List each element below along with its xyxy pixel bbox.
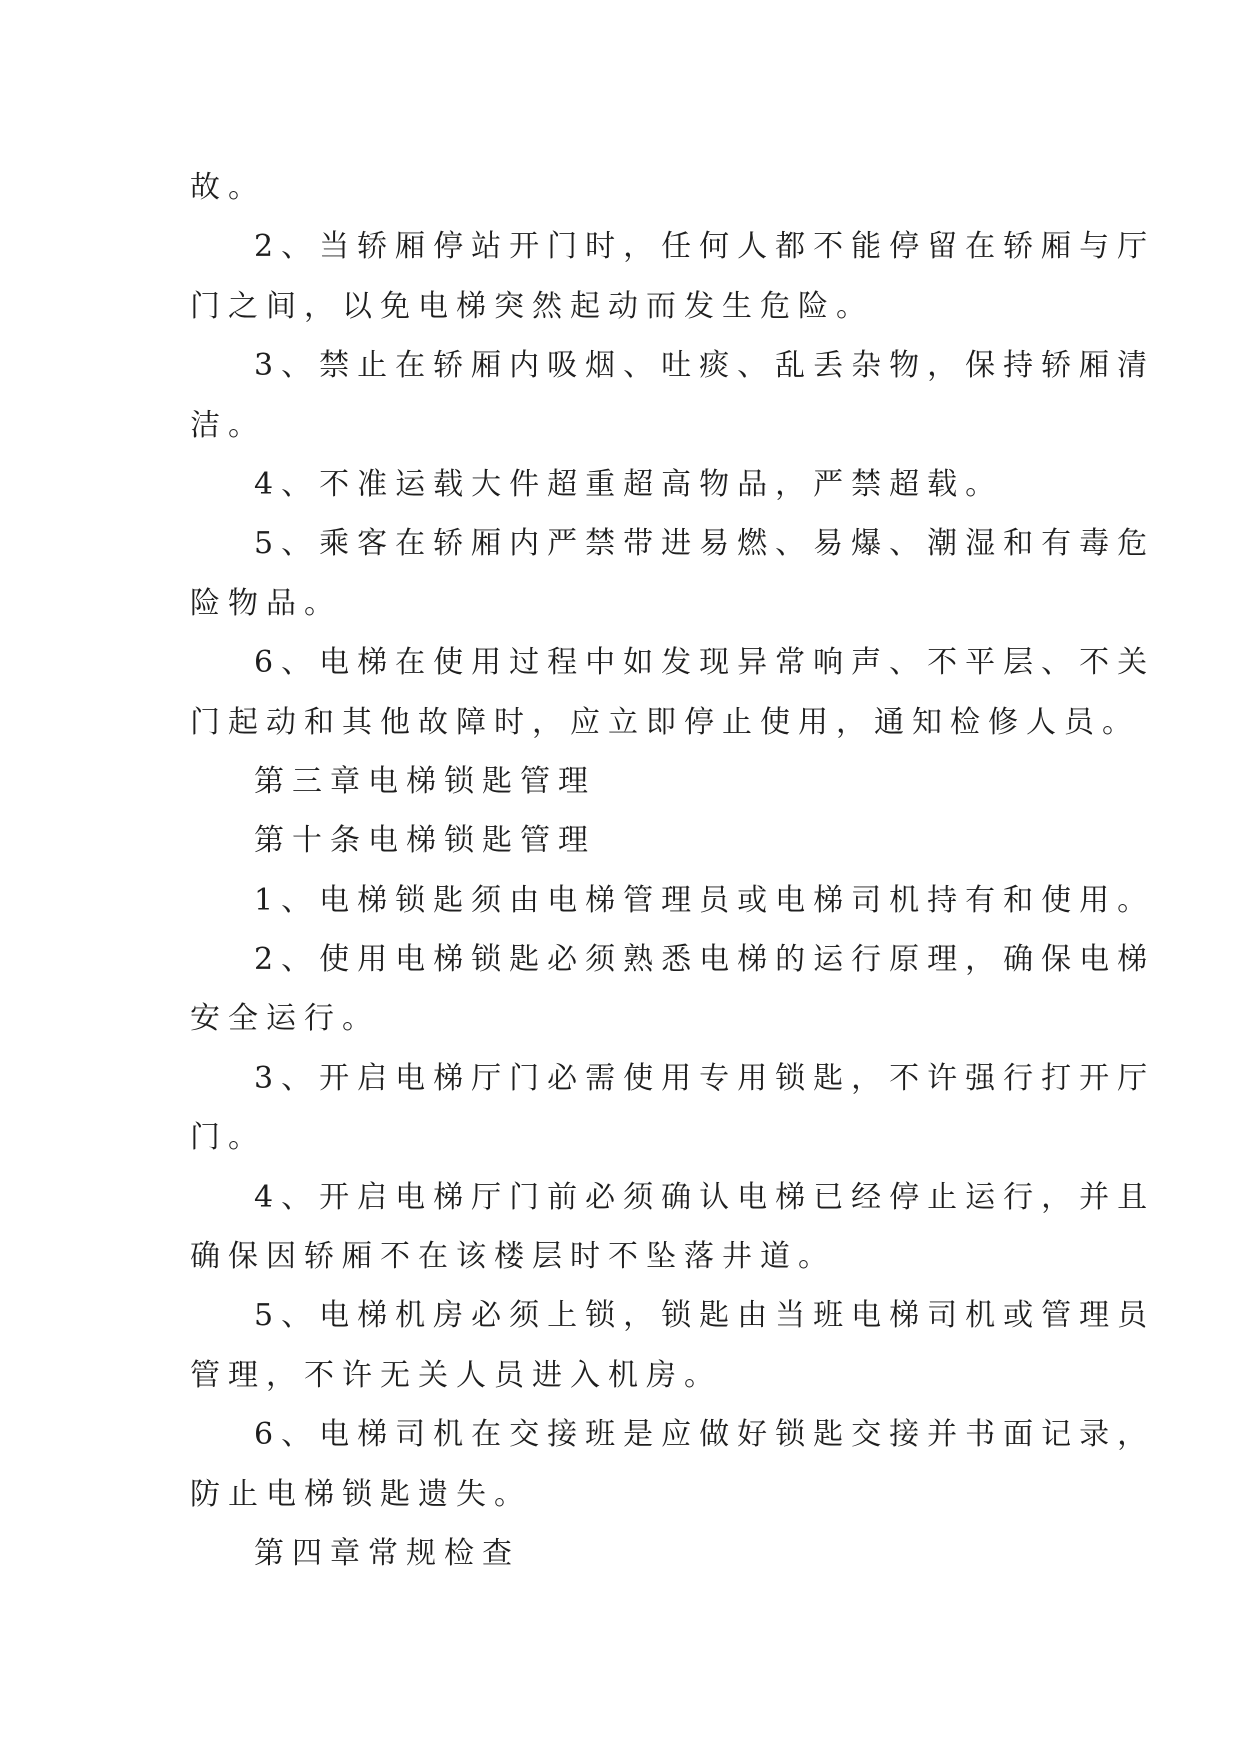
text-line: 6、电梯在使用过程中如发现异常响声、不平层、不关 [254,645,1156,681]
text-line: 故。 [190,170,266,205]
text-line: 确保因轿厢不在该楼层时不坠落井道。 [190,1239,836,1275]
text-line: 6、电梯司机在交接班是应做好锁匙交接并书面记录， [254,1417,1156,1453]
text-line: 5、乘客在轿厢内严禁带进易燃、易爆、潮湿和有毒危 [254,526,1156,562]
text-line: 门。 [190,1120,266,1156]
text-line: 1、电梯锁匙须由电梯管理员或电梯司机持有和使用。 [254,882,1156,918]
text-line: 2、使用电梯锁匙必须熟悉电梯的运行原理，确保电梯 [254,942,1156,978]
text-line: 5、电梯机房必须上锁，锁匙由当班电梯司机或管理员 [254,1298,1156,1334]
text-line: 防止电梯锁匙遗失。 [190,1476,532,1512]
text-line: 门之间，以免电梯突然起动而发生危险。 [190,288,874,324]
text-line: 安全运行。 [190,1001,380,1037]
text-line: 洁。 [190,407,266,443]
text-line: 2、当轿厢停站开门时，任何人都不能停留在轿厢与厅 [254,229,1156,265]
text-line: 4、不准运载大件超重超高物品，严禁超载。 [254,466,1004,502]
text-line: 3、禁止在轿厢内吸烟、吐痰、乱丢杂物，保持轿厢清 [254,348,1156,384]
document-body [190,158,1156,1583]
chapter-heading: 第三章电梯锁匙管理 [254,763,596,799]
text-line: 门起动和其他故障时，应立即停止使用，通知检修人员。 [190,704,1140,740]
text-line: 险物品。 [190,585,342,621]
text-line: 4、开启电梯厅门前必须确认电梯已经停止运行，并且 [254,1179,1156,1215]
chapter-heading: 第四章常规检查 [254,1535,520,1571]
text-line: 3、开启电梯厅门必需使用专用锁匙，不许强行打开厅 [254,1060,1156,1096]
text-line: 管理，不许无关人员进入机房。 [190,1357,722,1393]
article-heading: 第十条电梯锁匙管理 [254,823,596,859]
